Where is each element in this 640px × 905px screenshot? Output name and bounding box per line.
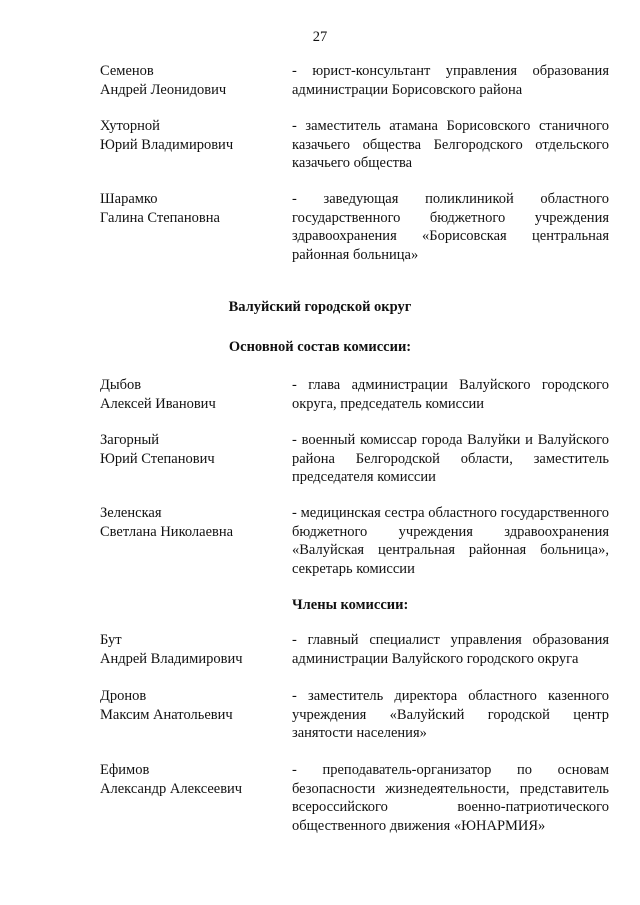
- person-surname: Загорный: [100, 432, 160, 448]
- person-name: [100, 62, 280, 99]
- person-entry: [0, 761, 640, 841]
- person-name: [100, 631, 280, 668]
- person-given-names: Галина Степановна: [100, 209, 220, 226]
- person-surname: Ефимов: [100, 762, 150, 778]
- person-name: [100, 190, 280, 227]
- person-name: [100, 117, 280, 154]
- person-role: - медицинская сестра областного государственного бюджетного учреждения здравоохранения «Валуйская центральная районная больница», секретарь комиссии: [292, 505, 609, 577]
- person-surname: Дронов: [100, 688, 147, 704]
- person-name: [100, 431, 280, 468]
- person-given-names: Максим Анатольевич: [100, 706, 233, 723]
- main-composition-heading: Основной состав комиссии:: [228, 339, 412, 355]
- person-name: [100, 376, 280, 413]
- page-number: 27: [312, 29, 328, 45]
- person-entry: [0, 190, 640, 270]
- person-entry: [0, 431, 640, 511]
- person-role: - главный специалист управления образования администрации Валуйского городского округа: [292, 632, 609, 667]
- person-surname: Семенов: [100, 63, 154, 79]
- person-surname: Шарамко: [100, 191, 158, 207]
- person-entry: [0, 504, 640, 584]
- person-entry: [0, 117, 640, 197]
- person-name: [100, 687, 280, 724]
- person-role: - заведующая поликлиникой областного государственного бюджетного учреждения здравоохранения «Борисовская центральная районная больница»: [292, 191, 609, 263]
- person-given-names: Андрей Леонидович: [100, 81, 227, 98]
- person-role: - заместитель директора областного казенного учреждения «Валуйский городской центр занятости населения»: [292, 688, 609, 741]
- person-role: - преподаватель-организатор по основам безопасности жизнедеятельности, представитель всероссийского военно-патриотического общественного движения «ЮНАРМИЯ»: [292, 762, 609, 834]
- person-surname: Дыбов: [100, 377, 142, 393]
- members-heading: Члены комиссии:: [292, 597, 409, 613]
- person-given-names: Юрий Степанович: [100, 450, 215, 467]
- person-role: - юрист-консультант управления образования администрации Борисовского района: [292, 63, 609, 98]
- person-entry: [0, 687, 640, 767]
- person-given-names: Алексей Иванович: [100, 395, 216, 412]
- person-surname: Зеленская: [100, 505, 162, 521]
- person-given-names: Андрей Владимирович: [100, 650, 243, 667]
- person-given-names: Юрий Владимирович: [100, 136, 234, 153]
- person-surname: Хуторной: [100, 118, 160, 134]
- person-role: - глава администрации Валуйского городского округа, председатель комиссии: [292, 377, 609, 412]
- person-role: - военный комиссар города Валуйки и Валуйского района Белгородской области, заместитель председателя комиссии: [292, 432, 609, 485]
- district-title: Валуйский городской округ: [228, 299, 412, 315]
- person-role: - заместитель атамана Борисовского станичного казачьего общества Белгородского отдельского казачьего общества: [292, 118, 609, 171]
- person-given-names: Светлана Николаевна: [100, 523, 234, 540]
- person-given-names: Александр Алексеевич: [100, 780, 243, 797]
- person-surname: Бут: [100, 632, 122, 648]
- person-name: [100, 504, 280, 541]
- person-name: [100, 761, 280, 798]
